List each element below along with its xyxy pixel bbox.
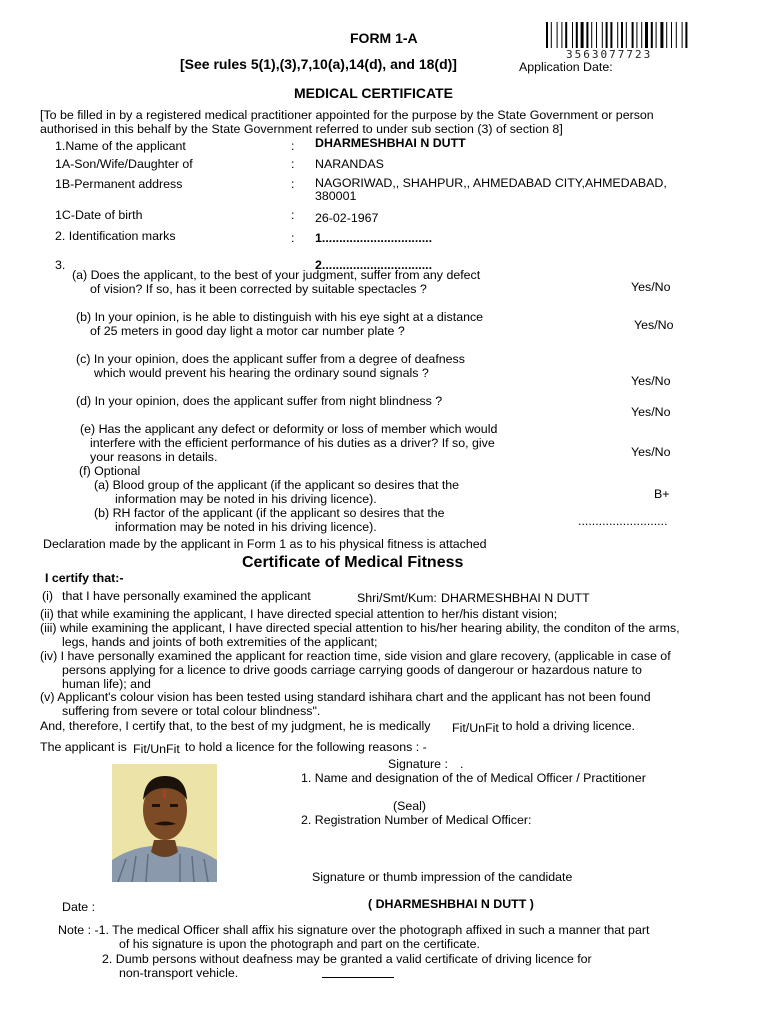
item-i-number: (i) [42,589,54,603]
question-e-line-2: interfere with the efficient performance of his duties as a driver? If so, give [90,436,495,450]
registration-number-label: 2. Registration Number of Medical Officer: [301,813,532,827]
barcode-number: 3563077723 [566,48,653,61]
identification-mark-1: 1................................ [315,231,433,245]
identification-mark-2: 2................................ [315,258,433,272]
dob-value: 26-02-1967 [315,211,379,225]
applicant-fitness-text: The applicant is [40,740,127,754]
question-d-line-1: (d) In your opinion, does the applicant suffer from night blindness ? [76,394,443,408]
barcode [546,22,712,48]
item-iv-line-2: persons applying for a licence to drive goods carriage carrying goods of dangerour or hazardous nature to [62,663,642,677]
form-title: FORM 1-A [350,30,418,46]
fitness-title: Certificate of Medical Fitness [242,554,464,571]
item-iii-line-2: legs, hands and joints of both extremities of the applicant; [62,635,378,649]
colon: : [291,157,295,171]
question-fb-line-2: information may be noted in his driving licence). [115,520,377,534]
certificate-title: MEDICAL CERTIFICATE [294,85,453,101]
address-line-2: 380001 [315,189,357,203]
officer-name-designation: 1. Name and designation of the of Medical Officer / Practitioner [301,771,646,785]
date-label: Date : [62,900,96,914]
colon: : [291,231,295,245]
colon: : [291,208,295,222]
therefore-text: And, therefore, I certify that, to the best of my judgment, he is medically [40,719,431,733]
candidate-name: ( DHARMESHBHAI N DUTT ) [368,897,534,911]
colon: : [291,139,295,153]
item-ii-text: (ii) that while examining the applicant, I have directed special attention to her/his distant vision; [40,607,558,621]
item-i-text: that I have personally examined the applicant [62,589,311,603]
item-i-prefix: Shri/Smt/Kum: [357,591,437,605]
certify-heading: I certify that:- [45,571,124,585]
note-2-line-2: non-transport vehicle. [119,966,239,980]
question-e-answer: Yes/No [631,445,671,459]
thumb-impression-label: Signature or thumb impression of the candidate [312,870,573,884]
relation-value: NARANDAS [315,157,384,171]
question-e-line-3: your reasons in details. [90,450,218,464]
item-iv-line-3: human life); and [62,677,151,691]
question-a-answer: Yes/No [631,280,671,294]
question-fa-line-1: (a) Blood group of the applicant (if the applicant so desires that the [94,478,460,492]
divider [322,977,394,978]
note-1-line-1: Note : -1. The medical Officer shall affix his signature over the photograph affixed in such a manner that part [58,923,650,937]
item-iii-line-1: (iii) while examining the applicant, I have directed special attention to his/her hearing ability, the conditon of the arms, [40,621,680,635]
declaration-text: Declaration made by the applicant in Form 1 as to his physical fitness is attached [43,537,487,551]
application-date-label: Application Date: [519,60,613,74]
rh-factor-answer: .......................... [578,514,668,528]
signature-dot: . [460,757,464,771]
question-c-line-2: which would prevent his hearing the ordinary sound signals ? [94,366,429,380]
rules-reference: [See rules 5(1),(3),7,10(a),14(d), and 18(d)] [180,56,457,72]
question-b-line-1: (b) In your opinion, is he able to distinguish with his eye sight at a distance [76,310,484,324]
applicant-photo [112,764,217,882]
applicant-fitness-reasons: to hold a licence for the following reasons : - [185,740,427,754]
item-v-line-1: (v) Applicant's colour vision has been tested using standard ishihara chart and the applicant has not been found [40,690,651,704]
relation-label: 1A-Son/Wife/Daughter of [55,157,193,171]
intro-line-2: authorised in this behalf by the State Government referred to under sub section (3) of section 8] [40,122,563,136]
question-a-line-1: (a) Does the applicant, to the best of your judgment, suffer from any defect [72,268,481,282]
address-label: 1B-Permanent address [55,177,183,191]
seal-label: (Seal) [393,799,427,813]
intro-line-1: [To be filled in by a registered medical practitioner appointed for the purpose by the State Government or person [40,108,654,122]
name-label: 1.Name of the applicant [55,139,186,153]
colon: : [291,177,295,191]
fit-unfit-option: Fit/UnFit [452,721,499,735]
note-1-line-2: of his signature is upon the photograph and part on the certificate. [119,937,480,951]
note-2-line-1: 2. Dumb persons without deafness may be granted a valid certificate of driving licence for [102,952,592,966]
question-a-line-2: of vision? If so, has it been corrected by suitable spectacles ? [90,282,427,296]
question-c-answer: Yes/No [631,374,671,388]
therefore-text-end: to hold a driving licence. [502,719,635,733]
question-fa-line-2: information may be noted in his driving licence). [115,492,377,506]
signature-label: Signature : [388,757,448,771]
question-fb-line-1: (b) RH factor of the applicant (if the applicant so desires that the [94,506,445,520]
identification-marks-label: 2. Identification marks [55,229,176,243]
question-3-number: 3. [55,258,66,272]
name-value: DHARMESHBHAI N DUTT [315,136,466,150]
item-i-applicant-name: DHARMESHBHAI N DUTT [441,591,590,605]
question-f-label: (f) Optional [79,464,141,478]
item-iv-line-1: (iv) I have personally examined the applicant for reaction time, side vision and glare recovery, (applicable in case of [40,649,671,663]
question-b-line-2: of 25 meters in good day light a motor car number plate ? [90,324,405,338]
question-e-line-1: (e) Has the applicant any defect or deformity or loss of member which would [80,422,498,436]
question-d-answer: Yes/No [631,405,671,419]
address-line-1: NAGORIWAD,, SHAHPUR,, AHMEDABAD CITY,AHMEDABAD, [315,176,667,190]
question-b-answer: Yes/No [634,318,674,332]
item-v-line-2: suffering from severe or total colour blindness". [62,704,321,718]
applicant-fit-unfit-option: Fit/UnFit [133,742,180,756]
blood-group-answer: B+ [654,487,670,501]
question-c-line-1: (c) In your opinion, does the applicant suffer from a degree of deafness [76,352,465,366]
dob-label: 1C-Date of birth [55,208,143,222]
